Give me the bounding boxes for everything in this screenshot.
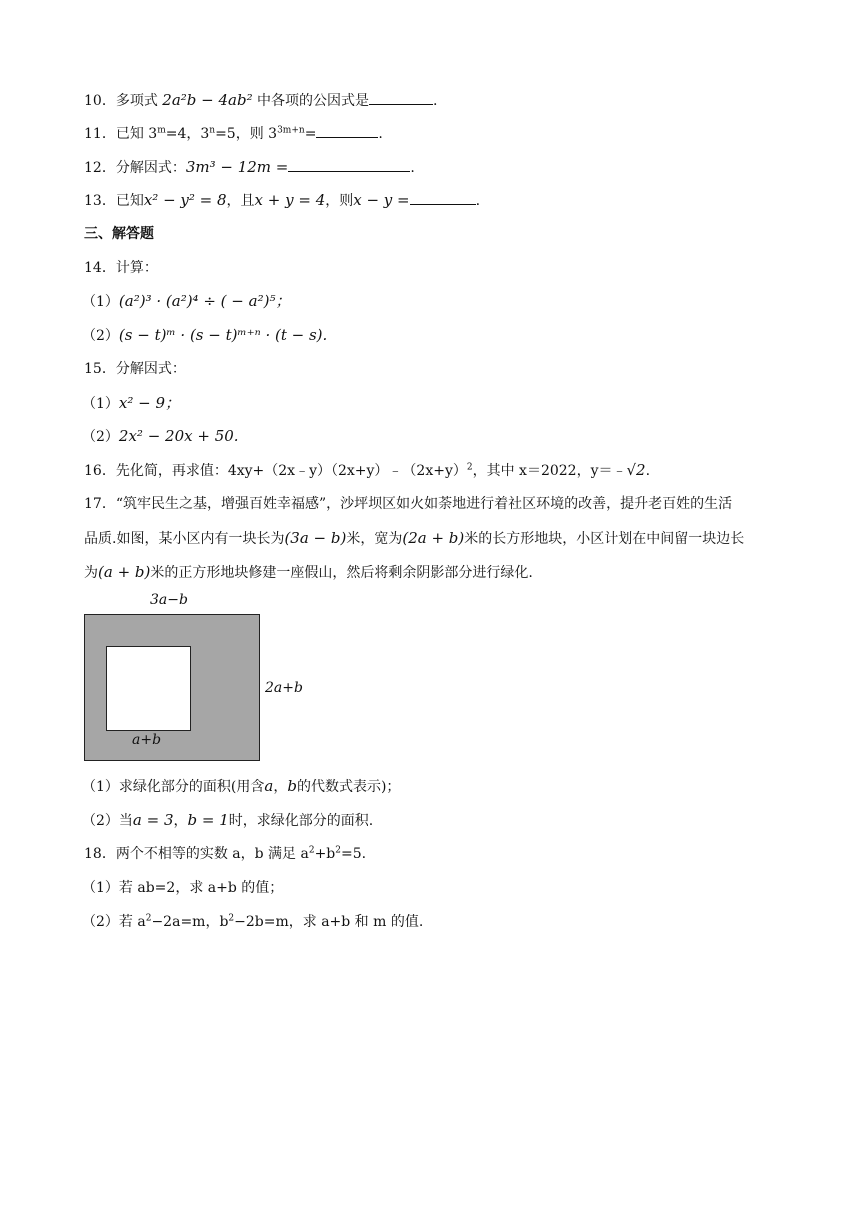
q17-p2-text2: 时，求绿化部分的面积. <box>228 813 374 829</box>
q16-sqrt: √2 <box>626 461 646 479</box>
q17-line3-a: 为 <box>84 565 98 581</box>
inner-square <box>107 647 191 731</box>
q17-part1 <box>82 776 400 797</box>
q17-square-expr: (a + b) <box>98 563 151 581</box>
question-14 <box>84 258 158 278</box>
section-title: 三、解答题 <box>84 226 154 242</box>
q12-number: 12． <box>84 160 116 176</box>
q18-p1-label: （1） <box>82 880 119 896</box>
q17-p1-sep: ， <box>273 779 288 795</box>
q17-part2 <box>82 810 373 831</box>
question-13 <box>84 190 480 211</box>
q10-text2: 中各项的公因式是 <box>257 93 370 109</box>
q18-p1-text: 若 ab=2，求 a+b 的值； <box>118 880 284 896</box>
q13-number: 13． <box>84 193 116 209</box>
q18-p2-text1: 若 a <box>118 914 146 930</box>
q12-period: . <box>410 160 415 176</box>
q12-text: 分解因式： <box>115 160 186 176</box>
q11-text2: =4，3 <box>165 126 210 142</box>
q18-text1: 两个不相等的实数 a，b 满足 a <box>115 846 309 862</box>
question-15 <box>84 359 186 379</box>
q13-period: . <box>475 193 481 209</box>
q14-p2-expression: (s − t)ᵐ · (s − t)ᵐ⁺ⁿ · (t − s). <box>118 326 328 344</box>
q15-p2-expression: 2x² − 20x + 50. <box>118 427 239 445</box>
question-12 <box>84 157 415 178</box>
q15-part2 <box>82 426 239 447</box>
q11-text1: 已知 3 <box>115 126 158 142</box>
q15-text: 分解因式： <box>115 361 186 377</box>
q17-p1-text: 求绿化部分的面积(用含 <box>118 779 265 795</box>
figure-label-right: 2a+b <box>265 680 303 696</box>
question-17-line2 <box>84 528 744 549</box>
q17-p2-sep: ， <box>173 813 188 829</box>
q12-answer-blank[interactable] <box>288 157 410 172</box>
q13-text1: 已知 <box>115 193 144 209</box>
q11-equals: = <box>304 126 317 142</box>
q17-p1-var-b: b <box>287 777 297 795</box>
q11-sup-n: n <box>209 125 216 136</box>
q17-p2-text1: 当 <box>118 813 133 829</box>
q13-answer-blank[interactable] <box>410 190 476 205</box>
q14-p1-label: （1） <box>82 294 119 310</box>
question-18 <box>84 844 366 864</box>
q11-answer-blank[interactable] <box>316 123 378 138</box>
figure-diagram <box>84 614 260 762</box>
question-17-line1 <box>84 494 732 514</box>
q14-part2 <box>82 325 327 346</box>
q17-line3-c: 米的正方形地块修建一座假山，然后将剩余阴影部分进行绿化. <box>150 565 533 581</box>
q17-p1-var-a: a <box>264 777 274 795</box>
question-17-line3 <box>84 562 533 583</box>
q12-expression: 3m³ − 12m = <box>185 158 289 176</box>
q16-period: . <box>645 463 651 479</box>
q14-p2-label: （2） <box>82 328 119 344</box>
q16-number: 16． <box>84 463 116 479</box>
q17-number: 17． <box>84 496 116 512</box>
q18-p2-label: （2） <box>82 914 119 930</box>
q10-text: 多项式 <box>115 93 158 109</box>
q17-p1-end: 的代数式表示)； <box>296 779 401 795</box>
q14-p1-expression: (a²)³ · (a²)⁴ ÷ ( − a²)⁵； <box>118 292 291 310</box>
q13-expression1: x² − y² = 8 <box>143 191 227 209</box>
q17-p2-expr-a: a = 3 <box>132 811 174 829</box>
q10-expression: 2a²b − 4ab² <box>162 91 253 109</box>
q18-number: 18． <box>84 846 116 862</box>
q18-p2-sup1: 2 <box>145 913 152 924</box>
question-11 <box>84 123 383 144</box>
q17-p2-label: （2） <box>82 813 119 829</box>
q18-part2 <box>82 912 423 932</box>
q18-sup2: 2 <box>335 845 342 856</box>
q18-sup1: 2 <box>308 845 315 856</box>
q17-figure <box>84 592 314 768</box>
q18-p2-text3: −2b=m，求 a+b 和 m 的值. <box>234 914 424 930</box>
q18-text3: =5. <box>341 846 367 862</box>
q10-number: 10． <box>84 93 116 109</box>
q17-length-expr: (3a − b) <box>284 529 347 547</box>
q16-text1: 先化简，再求值：4xy+（2x﹣y）（2x+y）﹣（2x+y） <box>115 463 467 479</box>
q17-line2-c: 米，宽为 <box>346 531 403 547</box>
q13-text2: ，且 <box>226 193 255 209</box>
q17-p1-label: （1） <box>82 779 119 795</box>
q15-number: 15． <box>84 361 116 377</box>
q10-period: . <box>433 93 438 109</box>
q13-expression2: x + y = 4 <box>254 191 326 209</box>
figure-label-bottom: a+b <box>132 732 162 748</box>
question-16 <box>84 460 650 481</box>
q15-part1 <box>82 393 180 414</box>
q10-answer-blank[interactable] <box>369 90 433 105</box>
q17-line2-e: 米的长方形地块，小区计划在中间留一块边长 <box>464 531 745 547</box>
q11-sup-3m-n: 3m+n <box>277 125 305 136</box>
q11-sup-m: m <box>157 125 166 136</box>
q16-text2: ，其中 x＝2022，y＝﹣ <box>472 463 627 479</box>
q14-part1 <box>82 291 290 312</box>
q17-line1-text: “筑牢民生之基，增强百姓幸福感”，沙坪坝区如火如荼地进行着社区环境的改善，提升老百姓的生活 <box>115 496 733 512</box>
q18-p2-text2: −2a=m，b <box>151 914 229 930</box>
q14-text: 计算： <box>115 260 158 276</box>
q13-text3: ，则 <box>325 193 354 209</box>
q17-p2-expr-b: b = 1 <box>187 811 229 829</box>
q16-sup: 2 <box>466 462 473 473</box>
figure-label-top: 3a−b <box>150 592 188 608</box>
q15-p1-label: （1） <box>82 396 119 412</box>
q15-p2-label: （2） <box>82 429 119 445</box>
q17-line2-a: 品质.如图，某小区内有一块长为 <box>84 531 285 547</box>
q11-text3: =5，则 3 <box>215 126 278 142</box>
question-10 <box>84 90 438 111</box>
q18-p2-sup2: 2 <box>228 913 235 924</box>
q18-part1 <box>82 878 283 898</box>
q11-number: 11． <box>84 126 116 142</box>
q11-period: . <box>378 126 383 142</box>
q17-width-expr: (2a + b) <box>402 529 465 547</box>
q13-expression3: x − y = <box>353 191 410 209</box>
q18-text2: +b <box>314 846 336 862</box>
q14-number: 14． <box>84 260 116 276</box>
q15-p1-expression: x² − 9； <box>118 394 181 412</box>
